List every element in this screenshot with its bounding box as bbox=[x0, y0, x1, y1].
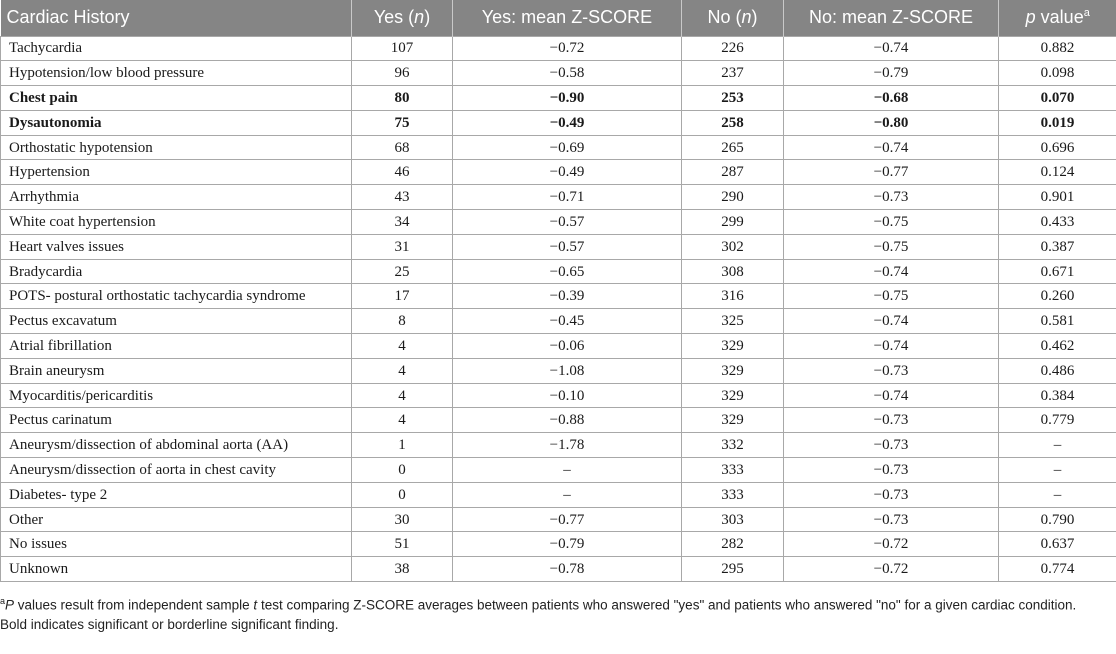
header-no-mean: No: mean Z-SCORE bbox=[784, 0, 999, 36]
yes-mean-cell: −0.10 bbox=[453, 383, 682, 408]
no-n-cell: 329 bbox=[682, 334, 784, 359]
p-value-cell: 0.486 bbox=[999, 358, 1116, 383]
table-row bbox=[1, 408, 1116, 433]
no-n-cell: 329 bbox=[682, 408, 784, 433]
yes-mean-cell: −0.06 bbox=[453, 334, 682, 359]
yes-n-cell: 4 bbox=[352, 334, 453, 359]
row-label: Chest pain bbox=[1, 86, 352, 111]
yes-mean-cell: −0.71 bbox=[453, 185, 682, 210]
row-label: Dysautonomia bbox=[1, 110, 352, 135]
yes-n-cell: 8 bbox=[352, 309, 453, 334]
no-n-cell: 302 bbox=[682, 234, 784, 259]
row-label: Other bbox=[1, 507, 352, 532]
p-value-cell: 0.779 bbox=[999, 408, 1116, 433]
table-row bbox=[1, 383, 1116, 408]
no-mean-cell: −0.74 bbox=[784, 334, 999, 359]
no-n-cell: 329 bbox=[682, 358, 784, 383]
yes-n-cell: 75 bbox=[352, 110, 453, 135]
yes-n-cell: 80 bbox=[352, 86, 453, 111]
no-mean-cell: −0.74 bbox=[784, 259, 999, 284]
no-n-cell: 329 bbox=[682, 383, 784, 408]
yes-n-cell: 51 bbox=[352, 532, 453, 557]
no-n-cell: 290 bbox=[682, 185, 784, 210]
yes-mean-cell: −0.58 bbox=[453, 61, 682, 86]
p-value-cell: 0.019 bbox=[999, 110, 1116, 135]
no-n-cell: 295 bbox=[682, 557, 784, 582]
no-mean-cell: −0.73 bbox=[784, 507, 999, 532]
no-mean-cell: −0.75 bbox=[784, 210, 999, 235]
no-mean-cell: −0.75 bbox=[784, 284, 999, 309]
yes-n-cell: 25 bbox=[352, 259, 453, 284]
table-row bbox=[1, 334, 1116, 359]
p-value-cell: 0.790 bbox=[999, 507, 1116, 532]
p-value-cell: 0.124 bbox=[999, 160, 1116, 185]
yes-mean-cell: – bbox=[453, 458, 682, 483]
table-row bbox=[1, 210, 1116, 235]
row-label: POTS- postural orthostatic tachycardia syndrome bbox=[1, 284, 352, 309]
yes-mean-cell: −1.08 bbox=[453, 358, 682, 383]
table-row bbox=[1, 36, 1116, 61]
no-n-cell: 333 bbox=[682, 458, 784, 483]
yes-mean-cell: −0.49 bbox=[453, 110, 682, 135]
yes-mean-cell: −0.39 bbox=[453, 284, 682, 309]
table-row bbox=[1, 135, 1116, 160]
no-n-cell: 316 bbox=[682, 284, 784, 309]
no-mean-cell: −0.74 bbox=[784, 36, 999, 61]
row-label: Hypertension bbox=[1, 160, 352, 185]
no-mean-cell: −0.73 bbox=[784, 408, 999, 433]
yes-mean-cell: −0.72 bbox=[453, 36, 682, 61]
header-yes-n: Yes (n) bbox=[352, 0, 453, 36]
no-mean-cell: −0.72 bbox=[784, 557, 999, 582]
footnote-p-values: $^a$P values result from independent sample t test comparing Z-SCORE averages between patients who answered "yes" and patients who answered "no" for a given cardiac condition. bbox=[0, 596, 1077, 613]
yes-n-cell: 38 bbox=[352, 557, 453, 582]
table-row bbox=[1, 433, 1116, 458]
table-row bbox=[1, 284, 1116, 309]
yes-n-cell: 31 bbox=[352, 234, 453, 259]
row-label: Heart valves issues bbox=[1, 234, 352, 259]
table-row bbox=[1, 86, 1116, 111]
yes-n-cell: 46 bbox=[352, 160, 453, 185]
no-n-cell: 253 bbox=[682, 86, 784, 111]
row-label: Arrhythmia bbox=[1, 185, 352, 210]
table-row bbox=[1, 458, 1116, 483]
table-row bbox=[1, 358, 1116, 383]
yes-mean-cell: −0.79 bbox=[453, 532, 682, 557]
header-yes-mean: Yes: mean Z-SCORE bbox=[453, 0, 682, 36]
p-value-cell: 0.637 bbox=[999, 532, 1116, 557]
table-row bbox=[1, 234, 1116, 259]
no-n-cell: 299 bbox=[682, 210, 784, 235]
no-mean-cell: −0.79 bbox=[784, 61, 999, 86]
table-row bbox=[1, 185, 1116, 210]
p-value-cell: 0.070 bbox=[999, 86, 1116, 111]
p-value-cell: 0.901 bbox=[999, 185, 1116, 210]
no-n-cell: 333 bbox=[682, 482, 784, 507]
p-value-cell: – bbox=[999, 433, 1116, 458]
no-n-cell: 287 bbox=[682, 160, 784, 185]
no-mean-cell: −0.73 bbox=[784, 458, 999, 483]
table-row bbox=[1, 61, 1116, 86]
p-value-cell: 0.462 bbox=[999, 334, 1116, 359]
row-label: Bradycardia bbox=[1, 259, 352, 284]
no-n-cell: 282 bbox=[682, 532, 784, 557]
yes-n-cell: 4 bbox=[352, 408, 453, 433]
no-mean-cell: −0.80 bbox=[784, 110, 999, 135]
yes-mean-cell: – bbox=[453, 482, 682, 507]
yes-mean-cell: −0.69 bbox=[453, 135, 682, 160]
yes-n-cell: 4 bbox=[352, 358, 453, 383]
p-value-cell: 0.433 bbox=[999, 210, 1116, 235]
p-value-cell: 0.581 bbox=[999, 309, 1116, 334]
yes-mean-cell: −1.78 bbox=[453, 433, 682, 458]
yes-n-cell: 1 bbox=[352, 433, 453, 458]
no-mean-cell: −0.77 bbox=[784, 160, 999, 185]
yes-mean-cell: −0.88 bbox=[453, 408, 682, 433]
table-row bbox=[1, 259, 1116, 284]
row-label: Pectus carinatum bbox=[1, 408, 352, 433]
p-value-cell: 0.671 bbox=[999, 259, 1116, 284]
yes-n-cell: 0 bbox=[352, 482, 453, 507]
no-mean-cell: −0.75 bbox=[784, 234, 999, 259]
no-n-cell: 303 bbox=[682, 507, 784, 532]
no-n-cell: 308 bbox=[682, 259, 784, 284]
row-label: Aneurysm/dissection of aorta in chest cavity bbox=[1, 458, 352, 483]
table-row bbox=[1, 309, 1116, 334]
no-n-cell: 325 bbox=[682, 309, 784, 334]
yes-n-cell: 68 bbox=[352, 135, 453, 160]
table-row bbox=[1, 482, 1116, 507]
table-row bbox=[1, 160, 1116, 185]
yes-n-cell: 96 bbox=[352, 61, 453, 86]
no-n-cell: 332 bbox=[682, 433, 784, 458]
p-value-cell: 0.098 bbox=[999, 61, 1116, 86]
row-label: Brain aneurysm bbox=[1, 358, 352, 383]
yes-n-cell: 17 bbox=[352, 284, 453, 309]
row-label: Orthostatic hypotension bbox=[1, 135, 352, 160]
p-value-cell: 0.696 bbox=[999, 135, 1116, 160]
header-cardiac-history: Cardiac History bbox=[6, 7, 130, 28]
table-row bbox=[1, 557, 1116, 582]
p-value-cell: – bbox=[999, 482, 1116, 507]
yes-n-cell: 0 bbox=[352, 458, 453, 483]
yes-mean-cell: −0.57 bbox=[453, 234, 682, 259]
row-label: Tachycardia bbox=[1, 36, 352, 61]
no-mean-cell: −0.74 bbox=[784, 309, 999, 334]
yes-mean-cell: −0.49 bbox=[453, 160, 682, 185]
row-label: No issues bbox=[1, 532, 352, 557]
yes-n-cell: 30 bbox=[352, 507, 453, 532]
table-row bbox=[1, 507, 1116, 532]
row-label: Aneurysm/dissection of abdominal aorta (AA) bbox=[1, 433, 352, 458]
no-n-cell: 258 bbox=[682, 110, 784, 135]
no-mean-cell: −0.74 bbox=[784, 383, 999, 408]
yes-n-cell: 107 bbox=[352, 36, 453, 61]
no-n-cell: 237 bbox=[682, 61, 784, 86]
p-value-cell: 0.387 bbox=[999, 234, 1116, 259]
no-n-cell: 226 bbox=[682, 36, 784, 61]
yes-mean-cell: −0.57 bbox=[453, 210, 682, 235]
no-mean-cell: −0.72 bbox=[784, 532, 999, 557]
header-p-value: p value$^a$ bbox=[999, 0, 1116, 36]
p-value-cell: 0.260 bbox=[999, 284, 1116, 309]
row-label: Hypotension/low blood pressure bbox=[1, 61, 352, 86]
yes-mean-cell: −0.45 bbox=[453, 309, 682, 334]
yes-mean-cell: −0.90 bbox=[453, 86, 682, 111]
no-mean-cell: −0.73 bbox=[784, 185, 999, 210]
p-value-cell: – bbox=[999, 458, 1116, 483]
row-label: Myocarditis/pericarditis bbox=[1, 383, 352, 408]
row-label: Diabetes- type 2 bbox=[1, 482, 352, 507]
table-row bbox=[1, 532, 1116, 557]
footnote-bold: Bold indicates significant or borderline significant finding. bbox=[0, 616, 339, 632]
p-value-cell: 0.774 bbox=[999, 557, 1116, 582]
table-row bbox=[1, 110, 1116, 135]
p-value-cell: 0.882 bbox=[999, 36, 1116, 61]
header-no-n: No (n) bbox=[682, 0, 784, 36]
header-row bbox=[1, 0, 1116, 36]
no-mean-cell: −0.73 bbox=[784, 433, 999, 458]
yes-n-cell: 34 bbox=[352, 210, 453, 235]
yes-mean-cell: −0.78 bbox=[453, 557, 682, 582]
no-mean-cell: −0.73 bbox=[784, 482, 999, 507]
row-label: Atrial fibrillation bbox=[1, 334, 352, 359]
no-mean-cell: −0.74 bbox=[784, 135, 999, 160]
yes-n-cell: 4 bbox=[352, 383, 453, 408]
yes-mean-cell: −0.65 bbox=[453, 259, 682, 284]
p-value-cell: 0.384 bbox=[999, 383, 1116, 408]
row-label: White coat hypertension bbox=[1, 210, 352, 235]
table-footnotes bbox=[0, 592, 1100, 634]
yes-n-cell: 43 bbox=[352, 185, 453, 210]
no-n-cell: 265 bbox=[682, 135, 784, 160]
no-mean-cell: −0.68 bbox=[784, 86, 999, 111]
yes-mean-cell: −0.77 bbox=[453, 507, 682, 532]
no-mean-cell: −0.73 bbox=[784, 358, 999, 383]
row-label: Unknown bbox=[1, 557, 352, 582]
row-label: Pectus excavatum bbox=[1, 309, 352, 334]
